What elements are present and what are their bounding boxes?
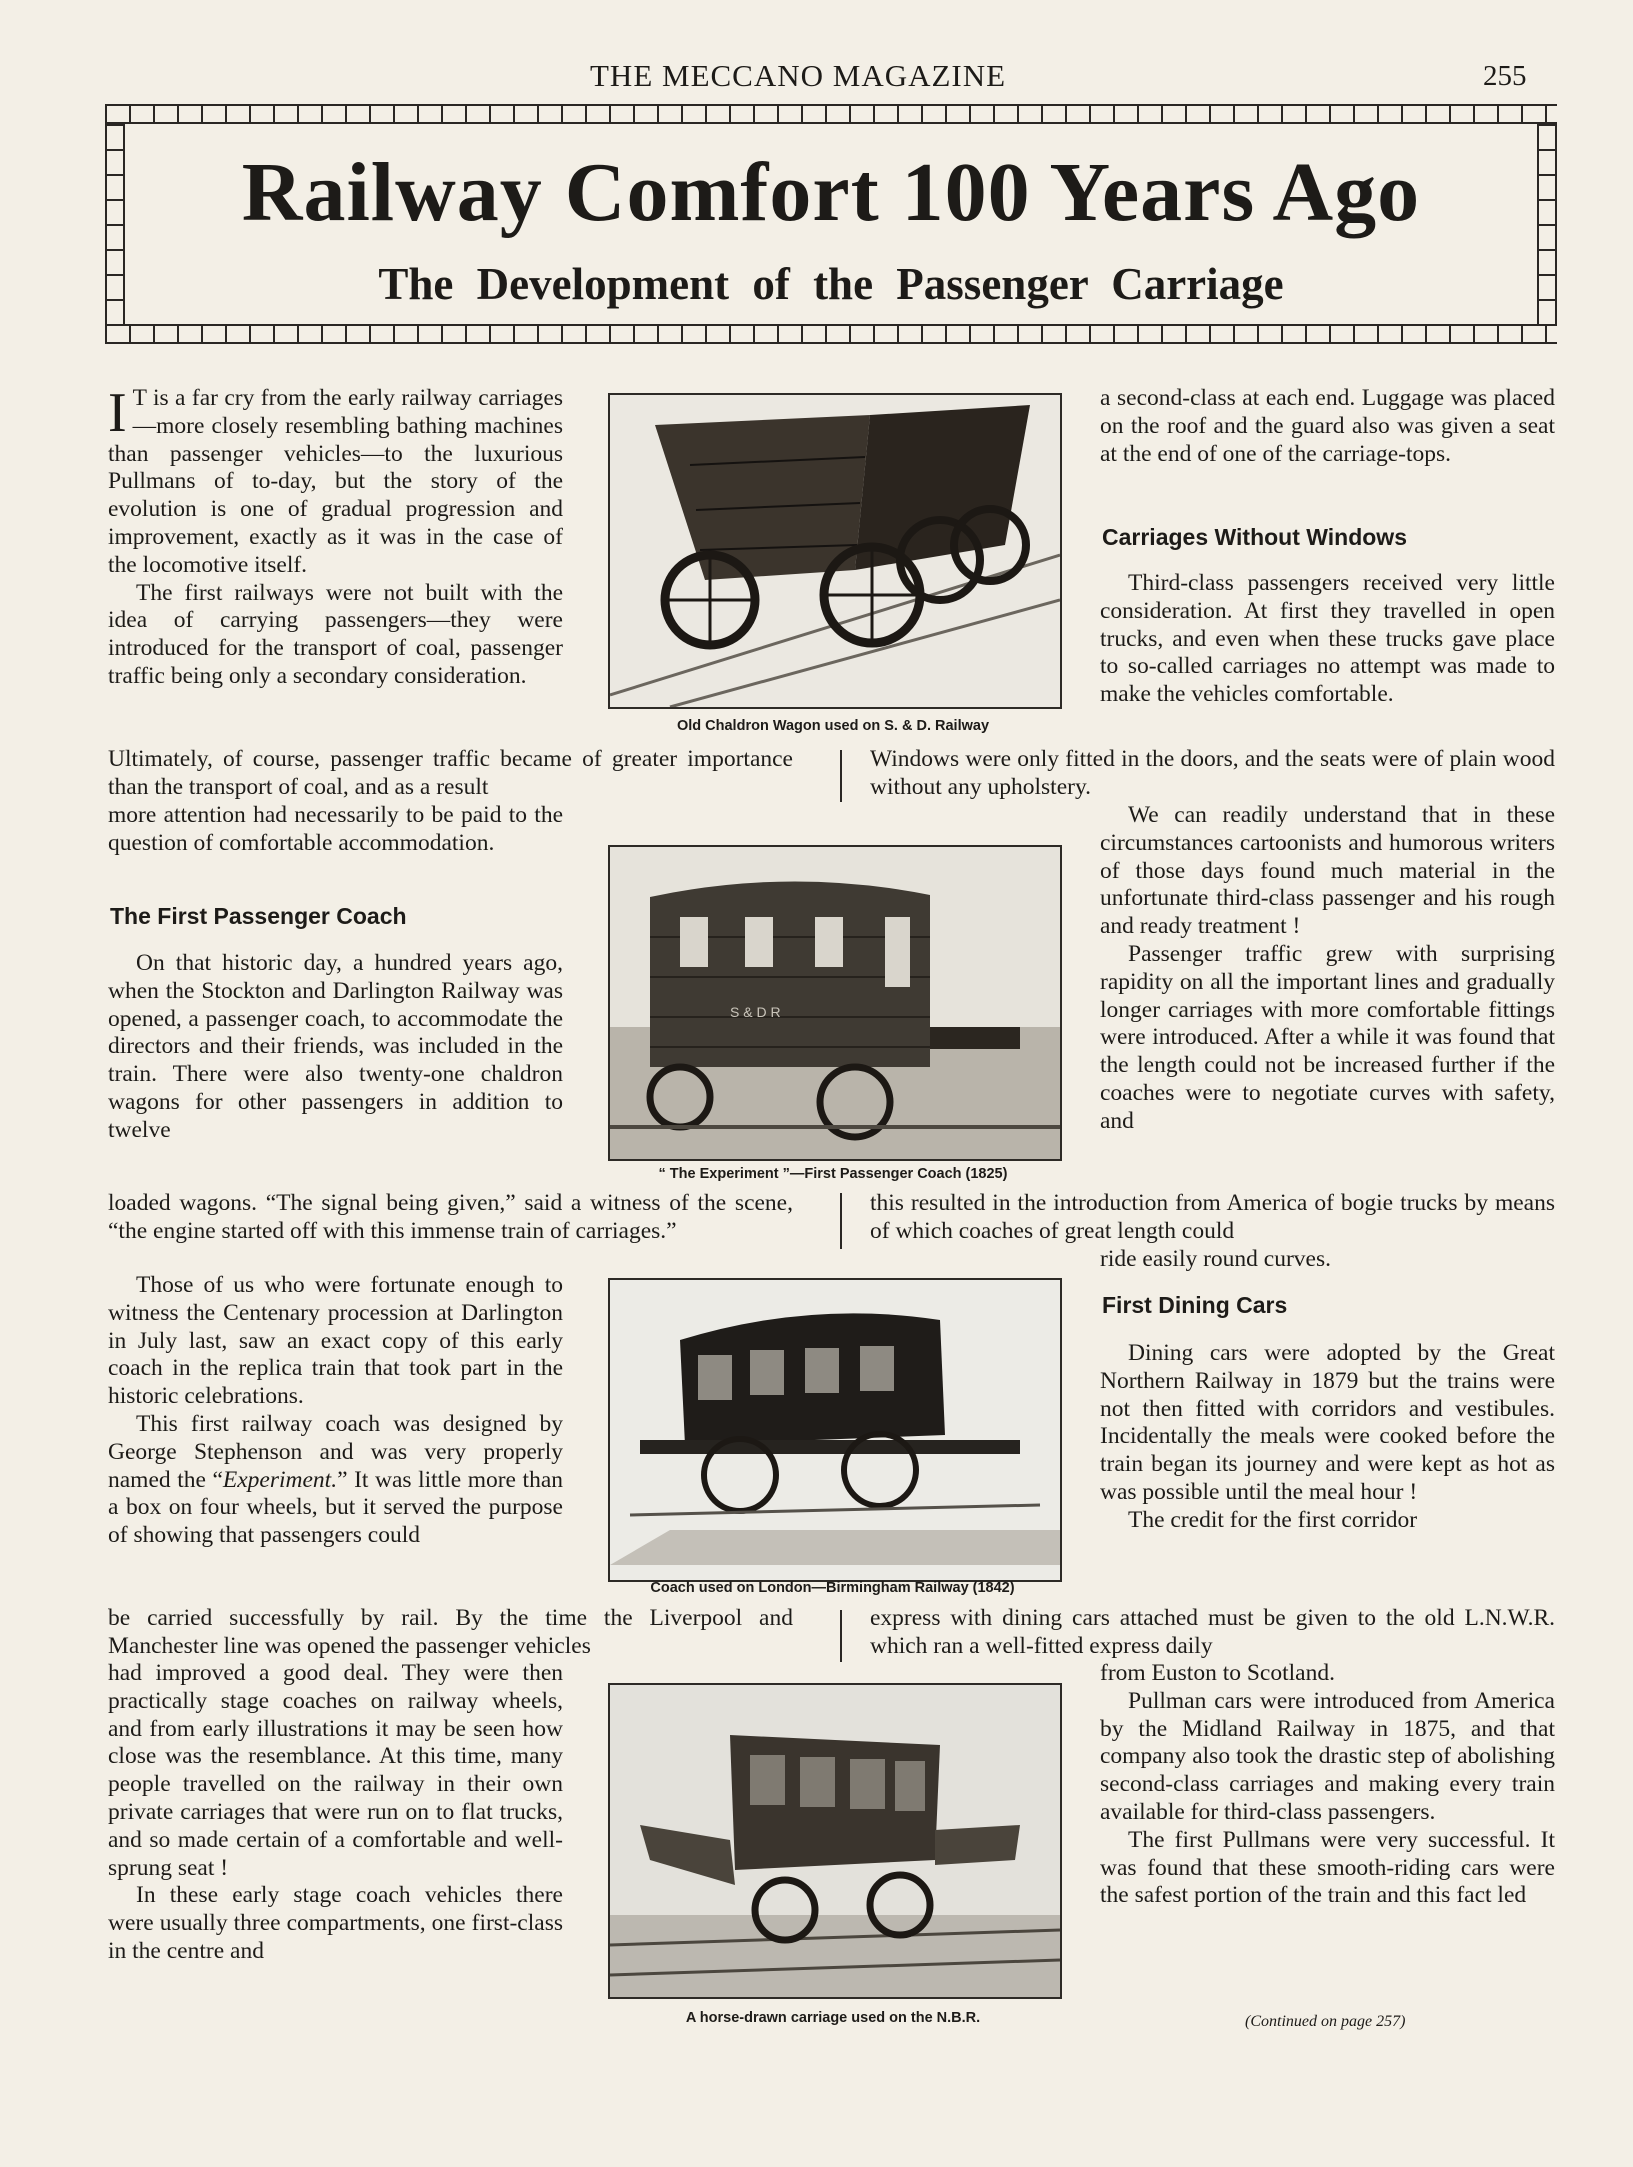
span1-right: Windows were only fitted in the doors, and the seats were of plain wood without any upholstery. <box>870 746 1555 800</box>
col1-d: Those of us who were fortunate enough to witness the Centenary procession at Darlington in July last, saw an exact copy of this early coach in the replica train that took part in the historic celebrations. This first railway coach was designed by George Stephenson and was very properly named the “Experiment.” It was little more than a box on four wheels, but it served the purpose of showing that passengers could <box>108 1272 564 1549</box>
magazine-name: THE MECCANO MAGAZINE <box>590 58 1007 93</box>
paragraph: The first railways were not built with the idea of carrying passengers—they were introduced for the transport of coal, passenger traffic being only a secondary consideration. <box>108 579 563 689</box>
photo-chaldron-wagon <box>608 393 1062 709</box>
col1-e: had improved a good deal. They were then practically stage coaches on railway wheels, and from early illustrations it may be seen how close was the resemblance. At this time, many people travelled on the railway in their own private carriages that were run on to flat trucks, and so made certain of a comfortable and well-sprung seat ! In these early stage coach vehicles there were usually three compartments, one first-class in the centre and <box>108 1660 563 1964</box>
col3-c: We can readily understand that in these circumstances cartoonists and humorous writers of those days found much material in the unfortunate third-class passenger and his rough and ready treatment ! Passenger traffic grew with surprising rapidity on all the important lines and gradually longer carriages with more comfortable fittings were introduced. After a while it was found that the length could not be increased further if the coaches were to negotiate curves with safety, and <box>1100 802 1555 1134</box>
continued-note: (Continued on page 257) <box>1245 2013 1406 2030</box>
title-border-top <box>105 104 1557 124</box>
span1-left: Ultimately, of course, passenger traffic became of greater importance than the transport of coal, and as a result <box>108 746 793 800</box>
paragraph-experiment: This first railway coach was designed by George Stephenson and was very properly named the “Experiment.” It was little more than a box on four wheels, but it served the purpose of showing that passengers could <box>108 1410 564 1549</box>
col1-b: more attention had necessarily to be paid to the question of comfortable accommodation. <box>108 802 563 856</box>
page-number: 255 <box>1483 60 1527 92</box>
article-title: Railway Comfort 100 Years Ago <box>241 146 1421 239</box>
col1-intro <box>108 382 563 691</box>
photo-london-birmingham-coach <box>608 1278 1062 1582</box>
col3-e: Dining cars were adopted by the Great Northern Railway in 1879 but the trains were not then fitted with corridors and vestibules. Incidentally the meals were cooked before the train began its journey and were kept as hot as was possible until the meal hour ! The credit for the first corridor <box>1100 1340 1555 1533</box>
coach-lettering: S & D R <box>730 1004 781 1020</box>
col3-b: Third-class passengers received very little consideration. At first they travelled in open trucks, and even when these trucks gave place to so-called carriages no attempt was made to make the vehicles comfortable. <box>1100 570 1555 708</box>
span2-right: this resulted in the introduction from America of bogie trucks by means of which coaches of great length could <box>870 1190 1555 1244</box>
heading-dining-cars: First Dining Cars <box>1102 1292 1288 1318</box>
span3-left: be carried successfully by rail. By the time the Liverpool and Manchester line was opened the passenger vehicles <box>108 1605 793 1659</box>
caption-horse-drawn-carriage: A horse-drawn carriage used on the N.B.R. <box>685 2010 981 2026</box>
running-head <box>0 58 1633 98</box>
col1-c: On that historic day, a hundred years ago, when the Stockton and Darlington Railway was opened, a passenger coach, to accommodate the directors and their friends, was included in the train. There were also twenty-one chaldron wagons for other passengers in addition to twelve <box>108 950 563 1143</box>
col3-d: ride easily round curves. <box>1100 1246 1332 1272</box>
article-subtitle: The Development of the Passenger Carriage <box>378 259 1284 309</box>
caption-london-birmingham-coach: Coach used on London—Birmingham Railway (1842) <box>650 1580 1015 1596</box>
caption-chaldron-wagon: Old Chaldron Wagon used on S. & D. Railway <box>676 718 990 734</box>
span2-left: loaded wagons. “The signal being given,” said a witness of the scene, “the engine started off with this immense train of carriages.” <box>108 1190 793 1244</box>
heading-no-windows: Carriages Without Windows <box>1102 524 1407 550</box>
drop-cap: I <box>108 382 127 444</box>
column-rule <box>840 1610 842 1662</box>
photo-horse-drawn-carriage <box>608 1683 1062 1999</box>
column-rule <box>840 1193 842 1249</box>
title-border-bottom <box>105 324 1557 344</box>
caption-experiment-coach: “ The Experiment ”—First Passenger Coach (1825) <box>658 1166 1008 1182</box>
intro-paragraph: T is a far cry from the early railway carriages—more closely resembling bathing machines than passenger vehicles—to the luxurious Pullmans of to-day, but the story of the evolution is one of gradual progression and improvement, exactly as it was in the case of the locomotive itself. <box>108 385 563 578</box>
col3-a: a second-class at each end. Luggage was placed on the roof and the guard also was given a seat at the end of one of the carriage-tops. <box>1100 385 1555 467</box>
column-rule <box>840 750 842 802</box>
photo-experiment-coach <box>608 845 1062 1161</box>
heading-first-coach: The First Passenger Coach <box>110 903 407 929</box>
span3-right: express with dining cars attached must be given to the old L.N.W.R. which ran a well-fitted express daily <box>870 1605 1555 1659</box>
col3-f: from Euston to Scotland. Pullman cars were introduced from America by the Midland Railway in 1875, and that company also took the drastic step of abolishing second-class carriages and making every train available for third-class passengers. The first Pullmans were very successful. It was found that these smooth-riding cars were the safest portion of the train and this fact led <box>1100 1660 1555 1909</box>
title-box <box>105 104 1557 344</box>
